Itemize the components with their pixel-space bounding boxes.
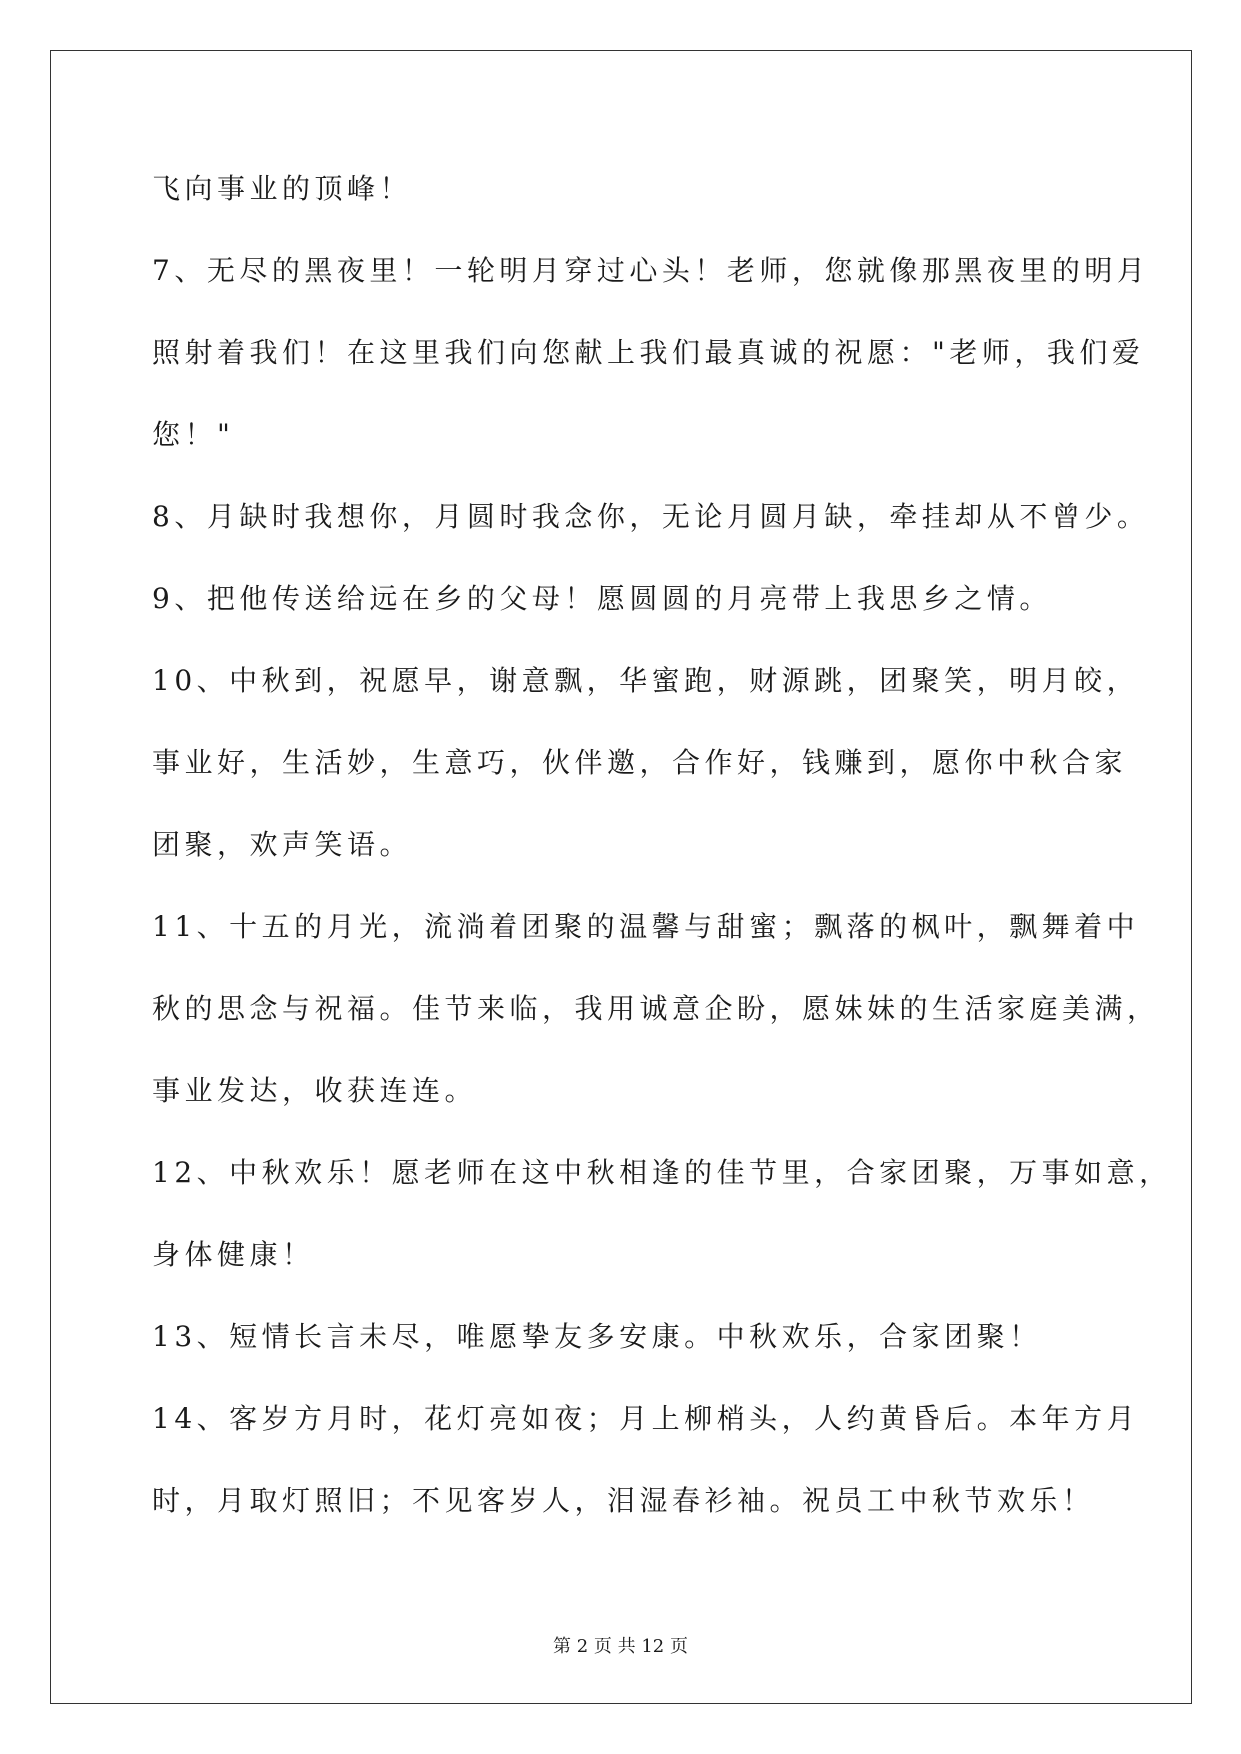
text-line: 7、无尽的黑夜里！一轮明月穿过心头！老师，您就像那黑夜里的明月 xyxy=(152,254,1150,287)
text-line: 事业发达，收获连连。 xyxy=(152,1074,478,1107)
text-line: 飞向事业的顶峰！ xyxy=(152,172,413,205)
document-body xyxy=(152,148,1172,1542)
text-line: 事业好，生活妙，生意巧，伙伴邀，合作好，钱赚到，愿你中秋合家 xyxy=(152,746,1128,779)
text-line: 11、十五的月光，流淌着团聚的温馨与甜蜜；飘落的枫叶，飘舞着中 xyxy=(152,910,1140,943)
text-line: 10、中秋到，祝愿早，谢意飘，华蜜跑，财源跳，团聚笑，明月皎， xyxy=(152,664,1140,697)
text-line: 12、中秋欢乐！愿老师在这中秋相逢的佳节里，合家团聚，万事如意， xyxy=(152,1156,1172,1189)
text-line: 14、客岁方月时，花灯亮如夜；月上柳梢头，人约黄昏后。本年方月 xyxy=(152,1402,1140,1435)
text-line: 9、把他传送给远在乡的父母！愿圆圆的月亮带上我思乡之情。 xyxy=(152,582,1052,615)
text-line: 您！" xyxy=(152,418,235,451)
page-number-footer: 第 2 页 共 12 页 xyxy=(553,1636,688,1657)
text-line: 13、短情长言未尽，唯愿挚友多安康。中秋欢乐，合家团聚！ xyxy=(152,1320,1042,1353)
text-line: 时，月取灯照旧；不见客岁人，泪湿春衫袖。祝员工中秋节欢乐！ xyxy=(152,1484,1095,1517)
text-line: 照射着我们！在这里我们向您献上我们最真诚的祝愿："老师，我们爱 xyxy=(152,336,1145,369)
text-line: 身体健康！ xyxy=(152,1238,315,1271)
text-line: 秋的思念与祝福。佳节来临，我用诚意企盼，愿妹妹的生活家庭美满， xyxy=(152,992,1160,1025)
text-line: 8、月缺时我想你，月圆时我念你，无论月圆月缺，牵挂却从不曾少。 xyxy=(152,500,1150,533)
text-line: 团聚，欢声笑语。 xyxy=(152,828,413,861)
